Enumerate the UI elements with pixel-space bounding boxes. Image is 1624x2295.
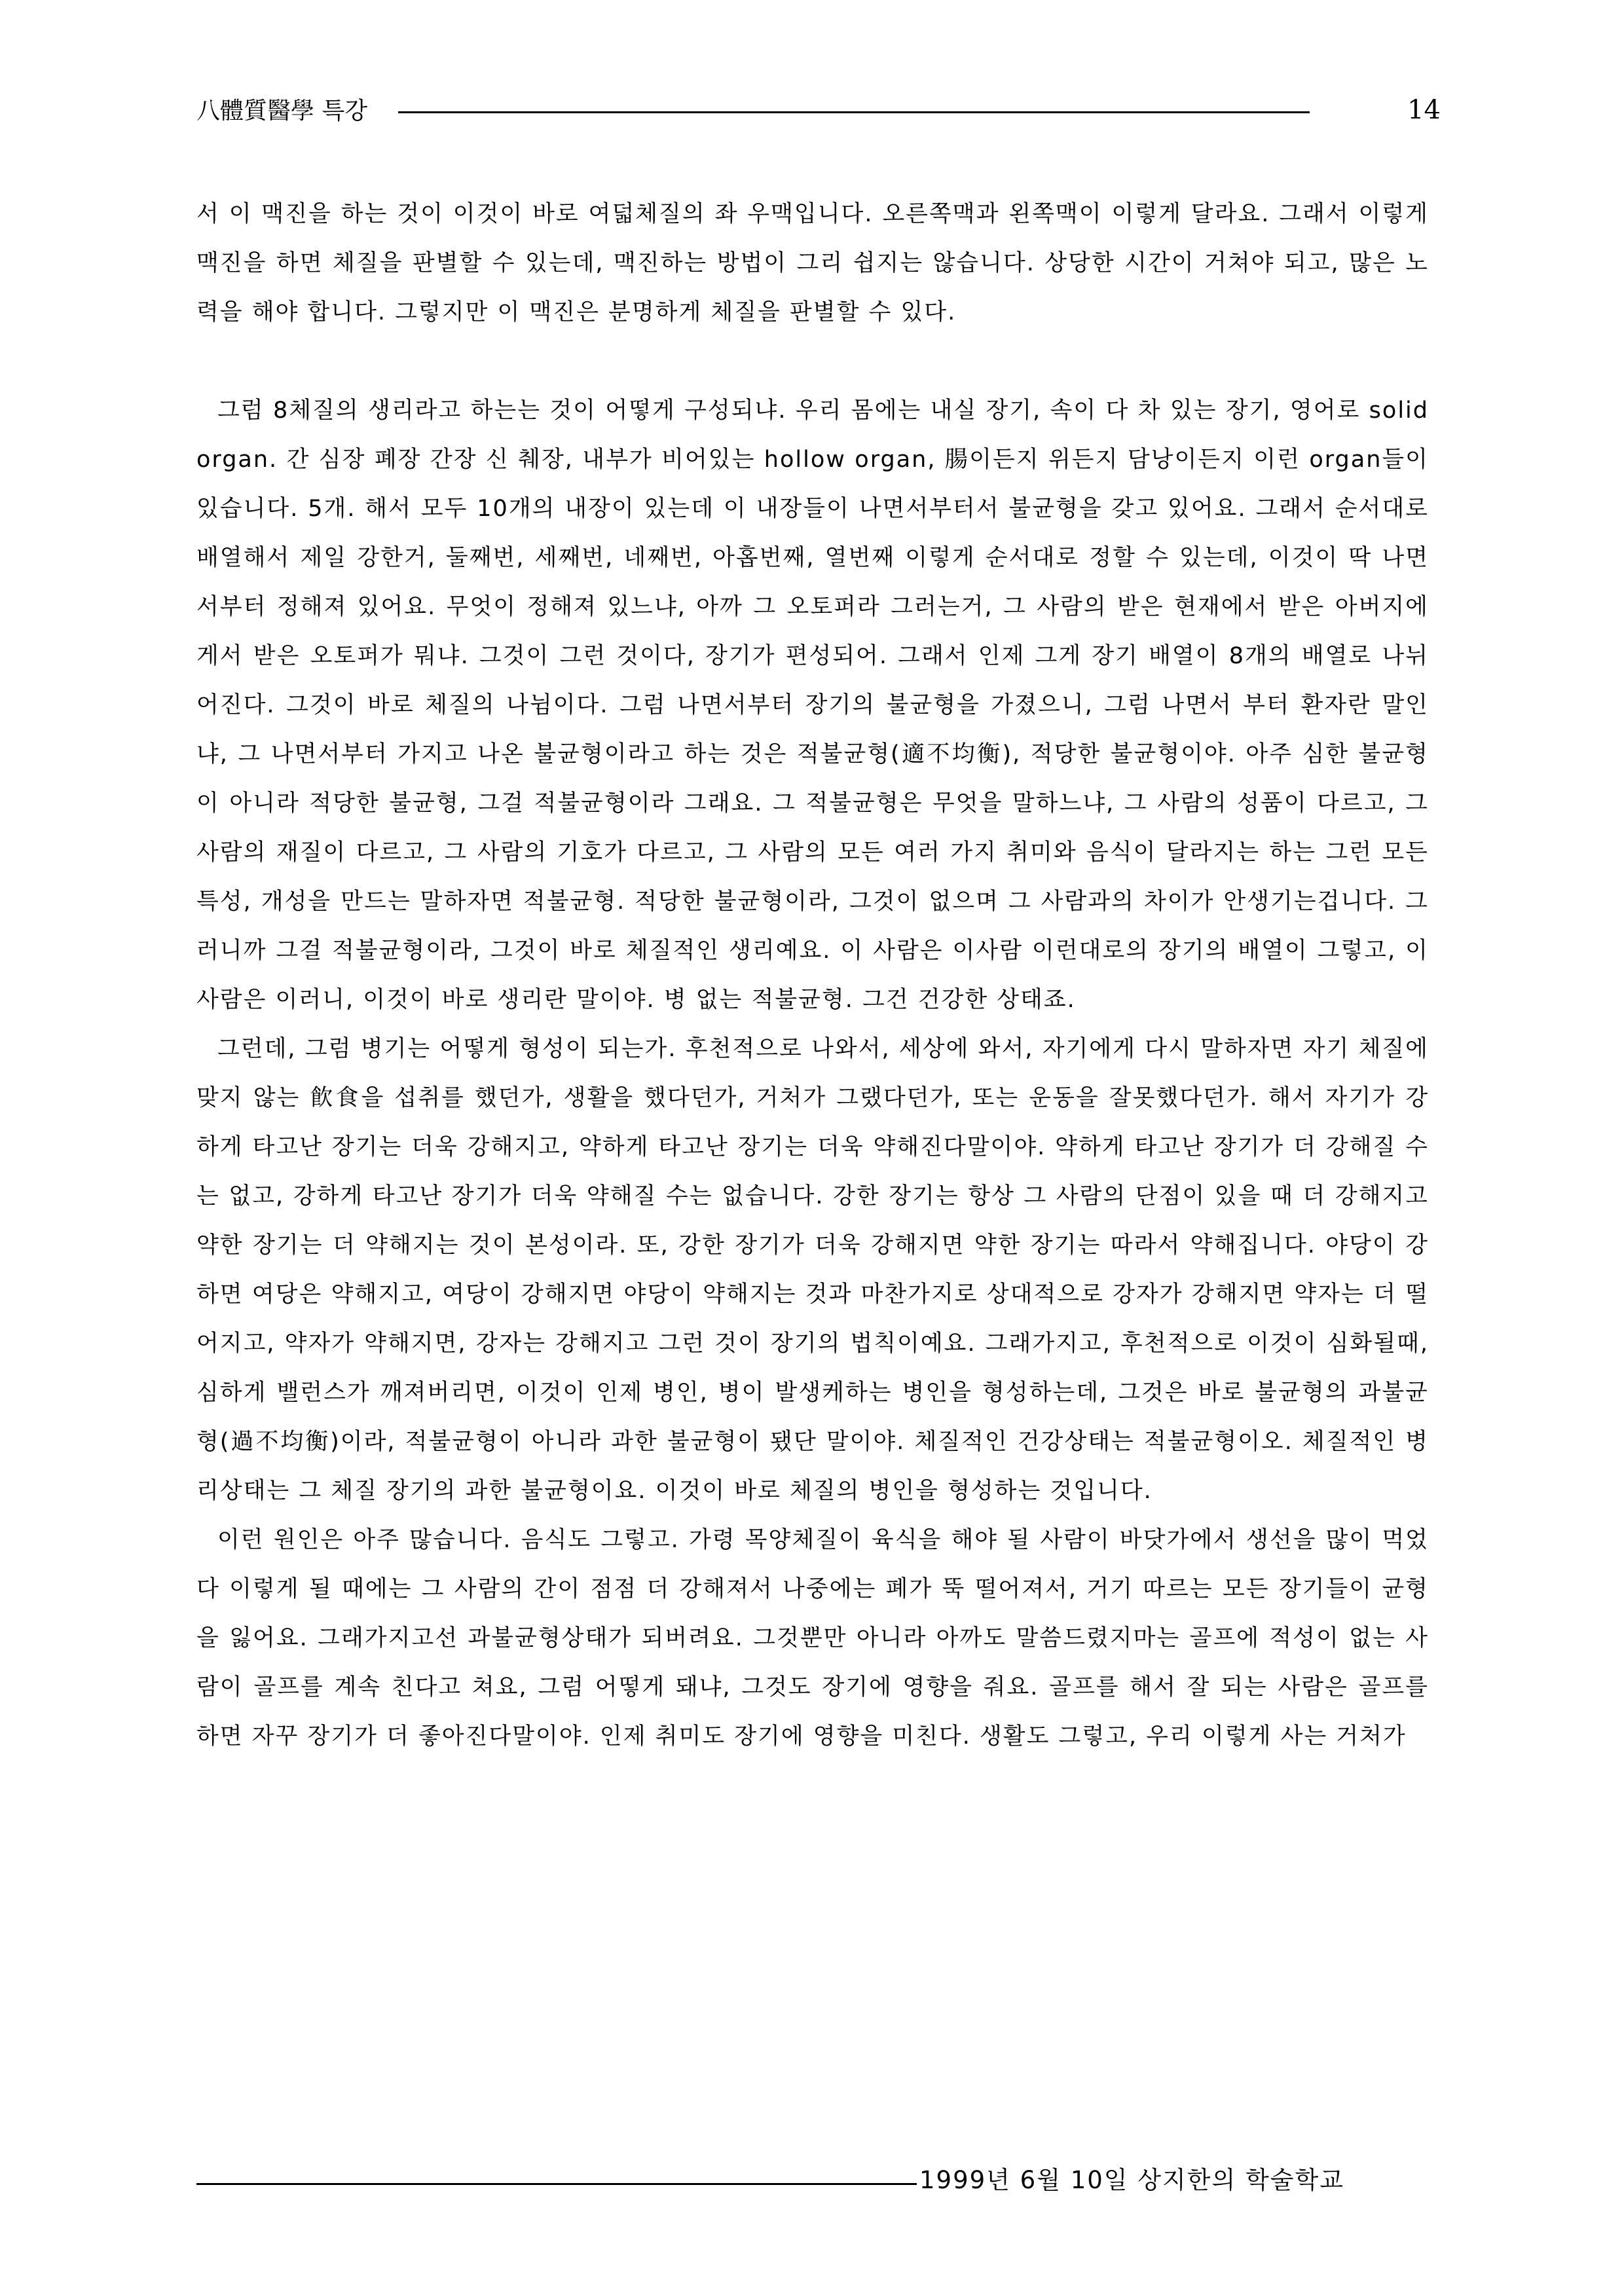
- paragraph-3: 그런데, 그럼 병기는 어떻게 형성이 되는가. 후천적으로 나와서, 세상에 와서, 자기에게 다시 말하자면 자기 체질에 맞지 않는 飮食을 섭취를 했던가, 생활을 했다던가, 거처가 그랬다던가, 또는 운동을 잘못했다던가. 해서 자기가 강하게 타고난 장기는 더욱 강해지고, 약하게 타고난 장기는 더욱 약해진다말이야. 약하게 타고난 장기가 더 강해질 수는 없고, 강하게 타고난 장기가 더욱 약해질 수는 없습니다. 강한 장기는 항상 그 사람의 단점이 있을 때 더 강해지고 약한 장기는 더 약해지는 것이 본성이라. 또, 강한 장기가 더욱 강해지면 약한 장기는 따라서 약해집니다. 야당이 강하면 여당은 약해지고, 여당이 강해지면 야당이 약해지는 것과 마찬가지로 상대적으로 강자가 강해지면 약자는 더 떨어지고, 약자가 약해지면, 강자는 강해지고 그런 것이 장기의 법칙이예요. 그래가지고, 후천적으로 이것이 심화될때, 심하게 밸런스가 깨져버리면, 이것이 인제 병인, 병이 발생케하는 병인을 형성하는데, 그것은 바로 불균형의 과불균형(過不均衡)이라, 적불균형이 아니라 과한 불균형이 됐단 말이야. 체질적인 건강상태는 적불균형이오. 체질적인 병리상태는 그 체질 장기의 과한 불균형이요. 이것이 바로 체질의 병인을 형성하는 것입니다.: [196, 1036, 1429, 1504]
- paragraph-2: 그럼 8체질의 생리라고 하는는 것이 어떻게 구성되냐. 우리 몸에는 내실 장기, 속이 다 차 있는 장기, 영어로 solid organ. 간 심장 폐장 간장 신 췌장, 내부가 비어있는 hollow organ, 腸이든지 위든지 담낭이든지 이런 organ들이 있습니다. 5개. 해서 모두 10개의 내장이 있는데 이 내장들이 나면서부터서 불균형을 갖고 있어요. 그래서 순서대로 배열해서 제일 강한거, 둘째번, 세째번, 네째번, 아홉번째, 열번째 이렇게 순서대로 정할 수 있는데, 이것이 딱 나면서부터 정해져 있어요. 무엇이 정해져 있느냐, 아까 그 오토퍼라 그러는거, 그 사람의 받은 현재에서 받은 아버지에게서 받은 오토퍼가 뭐냐. 그것이 그런 것이다, 장기가 편성되어. 그래서 인제 그게 장기 배열이 8개의 배열로 나뉘어진다. 그것이 바로 체질의 나뉨이다. 그럼 나면서부터 장기의 불균형을 가졌으니, 그럼 나면서 부터 환자란 말인냐, 그 나면서부터 가지고 나온 불균형이라고 하는 것은 적불균형(適不均衡), 적당한 불균형이야. 아주 심한 불균형이 아니라 적당한 불균형, 그걸 적불균형이라 그래요. 그 적불균형은 무엇을 말하느냐, 그 사람의 성품이 다르고, 그 사람의 재질이 다르고, 그 사람의 기호가 다르고, 그 사람의 모든 여러 가지 취미와 음식이 달라지는 하는 그런 모든 특성, 개성을 만드는 말하자면 적불균형. 적당한 불균형이라, 그것이 없으며 그 사람과의 차이가 안생기는겁니다. 그러니까 그걸 적불균형이라, 그것이 바로 체질적인 생리예요. 이 사람은 이사람 이런대로의 장기의 배열이 그렇고, 이 사람은 이러니, 이것이 바로 생리란 말이야. 병 없는 적불균형. 그건 건강한 상태죠.: [196, 397, 1429, 1013]
- body-text: [196, 190, 1429, 1761]
- header-rule: [398, 111, 1310, 113]
- page-number: 14: [1407, 95, 1441, 125]
- paragraph-1: 서 이 맥진을 하는 것이 이것이 바로 여덟체질의 좌 우맥입니다. 오른쪽맥과 왼쪽맥이 이렇게 달라요. 그래서 이렇게맥진을 하면 체질을 판별할 수 있는데, 맥진하는 방법이 그리 쉽지는 않습니다. 상당한 시간이 거쳐야 되고, 많은 노력을 해야 합니다. 그렇지만 이 맥진은 분명하게 체질을 판별할 수 있다.: [196, 201, 1429, 325]
- header-title: 八體質醫學 특강: [196, 98, 367, 124]
- paragraph-4: 이런 원인은 아주 많습니다. 음식도 그렇고. 가령 목양체질이 육식을 해야 될 사람이 바닷가에서 생선을 많이 먹었다 이렇게 될 때에는 그 사람의 간이 점점 더 강해져서 나중에는 폐가 뚝 떨어져서, 거기 따르는 모든 장기들이 균형을 잃어요. 그래가지고선 과불균형상태가 되버려요. 그것뿐만 아니라 아까도 말씀드렸지마는 골프에 적성이 없는 사람이 골프를 계속 친다고 쳐요, 그럼 어떻게 돼냐, 그것도 장기에 영향을 줘요. 골프를 해서 잘 되는 사람은 골프를 하면 자꾸 장기가 더 좋아진다말이야. 인제 취미도 장기에 영향을 미친다. 생활도 그렇고, 우리 이렇게 사는 거처가: [196, 1527, 1429, 1750]
- footer-rule: [196, 2183, 917, 2185]
- page-footer: [196, 2161, 1414, 2200]
- page-header: [196, 90, 1441, 130]
- footer-text: 1999년 6월 10일 상지한의 학술학교: [919, 2166, 1344, 2194]
